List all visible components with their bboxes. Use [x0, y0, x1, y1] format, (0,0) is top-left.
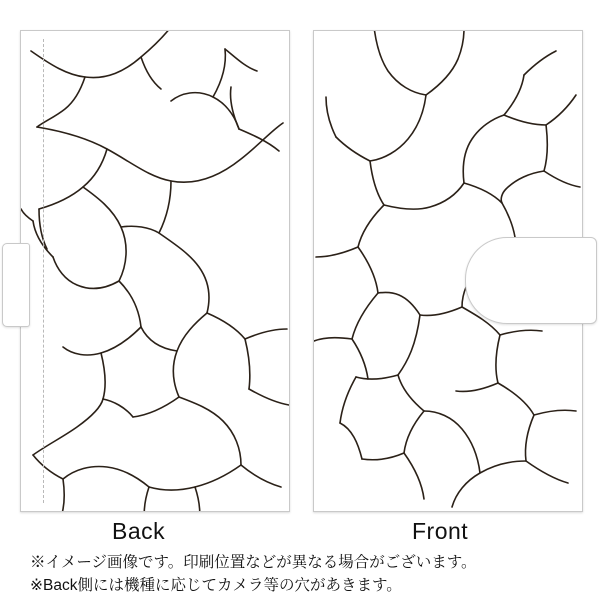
stitch-line [43, 39, 44, 503]
closure-flap-left [2, 243, 30, 327]
disclaimer-notes [30, 551, 582, 598]
note-line-2: ※Back側には機種に応じてカメラ等の穴があきます。 [30, 577, 402, 595]
magnetic-closure-tab [465, 237, 597, 324]
back-pattern-area [21, 31, 289, 511]
note-line-1: ※イメージ画像です。印刷位置などが異なる場合がございます。 [30, 554, 477, 571]
caption-back: Back [112, 518, 166, 544]
cracked-marble-pattern-back [21, 31, 289, 511]
caption-front: Front [412, 518, 469, 544]
case-back-panel [20, 30, 290, 512]
